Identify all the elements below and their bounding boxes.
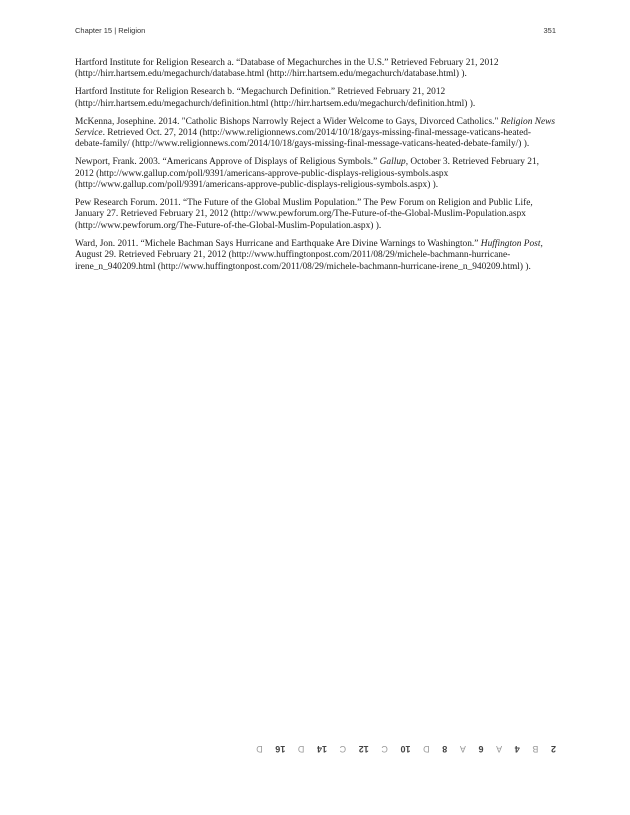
reference-source: Religion News Service [75,116,556,139]
upside-down-answer-key [256,742,556,756]
chapter-title: Chapter 15 | Religion [75,26,146,35]
answer-letter: C [381,744,388,754]
answer-number: 14 [317,744,328,754]
answer-letter: D [256,744,263,754]
answer-letter: D [423,744,430,754]
reference-text: Hartford Institute for Religion Research a. “Database of Megachurches in the U.S.” Retrieved February 21, 2012 (http://hirr.hartsem.edu/megachurch/database.html (http://hirr.hartsem.edu/megachurch/database.html) ). [75,58,499,80]
reference-text-rest: , August 29. Retrieved February 21, 2012 (http://www.huffingtonpost.com/2011/08/29/michele-bachmann-hurricane-irene_n_940209.html (http://www.huffingtonpost.com/2011/08/29/michele-bachmann-hurricane-irene_n_940209.html) ). [75,238,543,272]
answer-letter: B [532,744,539,754]
answer-letter: A [496,744,503,754]
reference-entry [75,58,557,81]
reference-entry [75,117,557,151]
answer-letter: A [459,744,466,754]
answer-letter: D [297,744,305,754]
reference-text-rest: , October 3. Retrieved February 21, 2012 (http://www.gallup.com/poll/9391/americans-approve-public-displays-religious-symbols.aspx (http://www.gallup.com/poll/9391/americans-approve-public-displays-religious-symbols.aspx) ). [75,157,539,191]
reference-text: Ward, Jon. 2011. “Michele Bachman Says Hurricane and Earthquake Are Divine Warnings to Washington.” [75,238,481,249]
reference-text-rest: . Retrieved Oct. 27, 2014 (http://www.religionnews.com/2014/10/18/gays-missing-final-message-vaticans-heated-debate-family/ (http://www.religionnews.com/2014/10/18/gays-missing-final-message-vaticans-heated-debate-family/) ). [75,128,532,150]
answer-number: 2 [550,744,556,754]
reference-text: McKenna, Josephine. 2014. "Catholic Bishops Narrowly Reject a Wider Welcome to Gays, Divorced Catholics." [75,116,501,127]
reference-text: Hartford Institute for Religion Research b. “Megachurch Definition.” Retrieved February 21, 2012 (http://hirr.hartsem.edu/megachurch/definition.html (http://hirr.hartsem.edu/megachurch/definition.html) ). [75,87,476,109]
page-number: 351 [543,26,556,35]
answer-number: 6 [478,744,484,754]
answer-number: 4 [514,744,520,754]
reference-text: Pew Research Forum. 2011. “The Future of the Global Muslim Population.” The Pew Forum on Religion and Public Life, January 27. Retrieved February 21, 2012 (http://www.pewforum.org/The-Future-of-the-Global-Muslim-Population.aspx (http://www.pewforum.org/The-Future-of-the-Global-Muslim-Population.aspx) ). [75,198,533,231]
answer-number: 12 [358,744,369,754]
answer-letter: C [339,744,347,754]
page-header [75,26,556,35]
reference-source: Gallup [379,157,406,168]
reference-text: Newport, Frank. 2003. “Americans Approve of Displays of Religious Symbols.” [75,157,380,168]
reference-entry [75,198,557,232]
reference-source: Huffington Post [480,238,541,249]
reference-entry [75,87,557,110]
reference-entry [75,239,557,273]
references-list [75,58,557,280]
answer-number: 10 [400,744,411,754]
answer-number: 8 [442,744,448,754]
answer-number: 16 [275,744,286,754]
reference-entry [75,157,557,191]
